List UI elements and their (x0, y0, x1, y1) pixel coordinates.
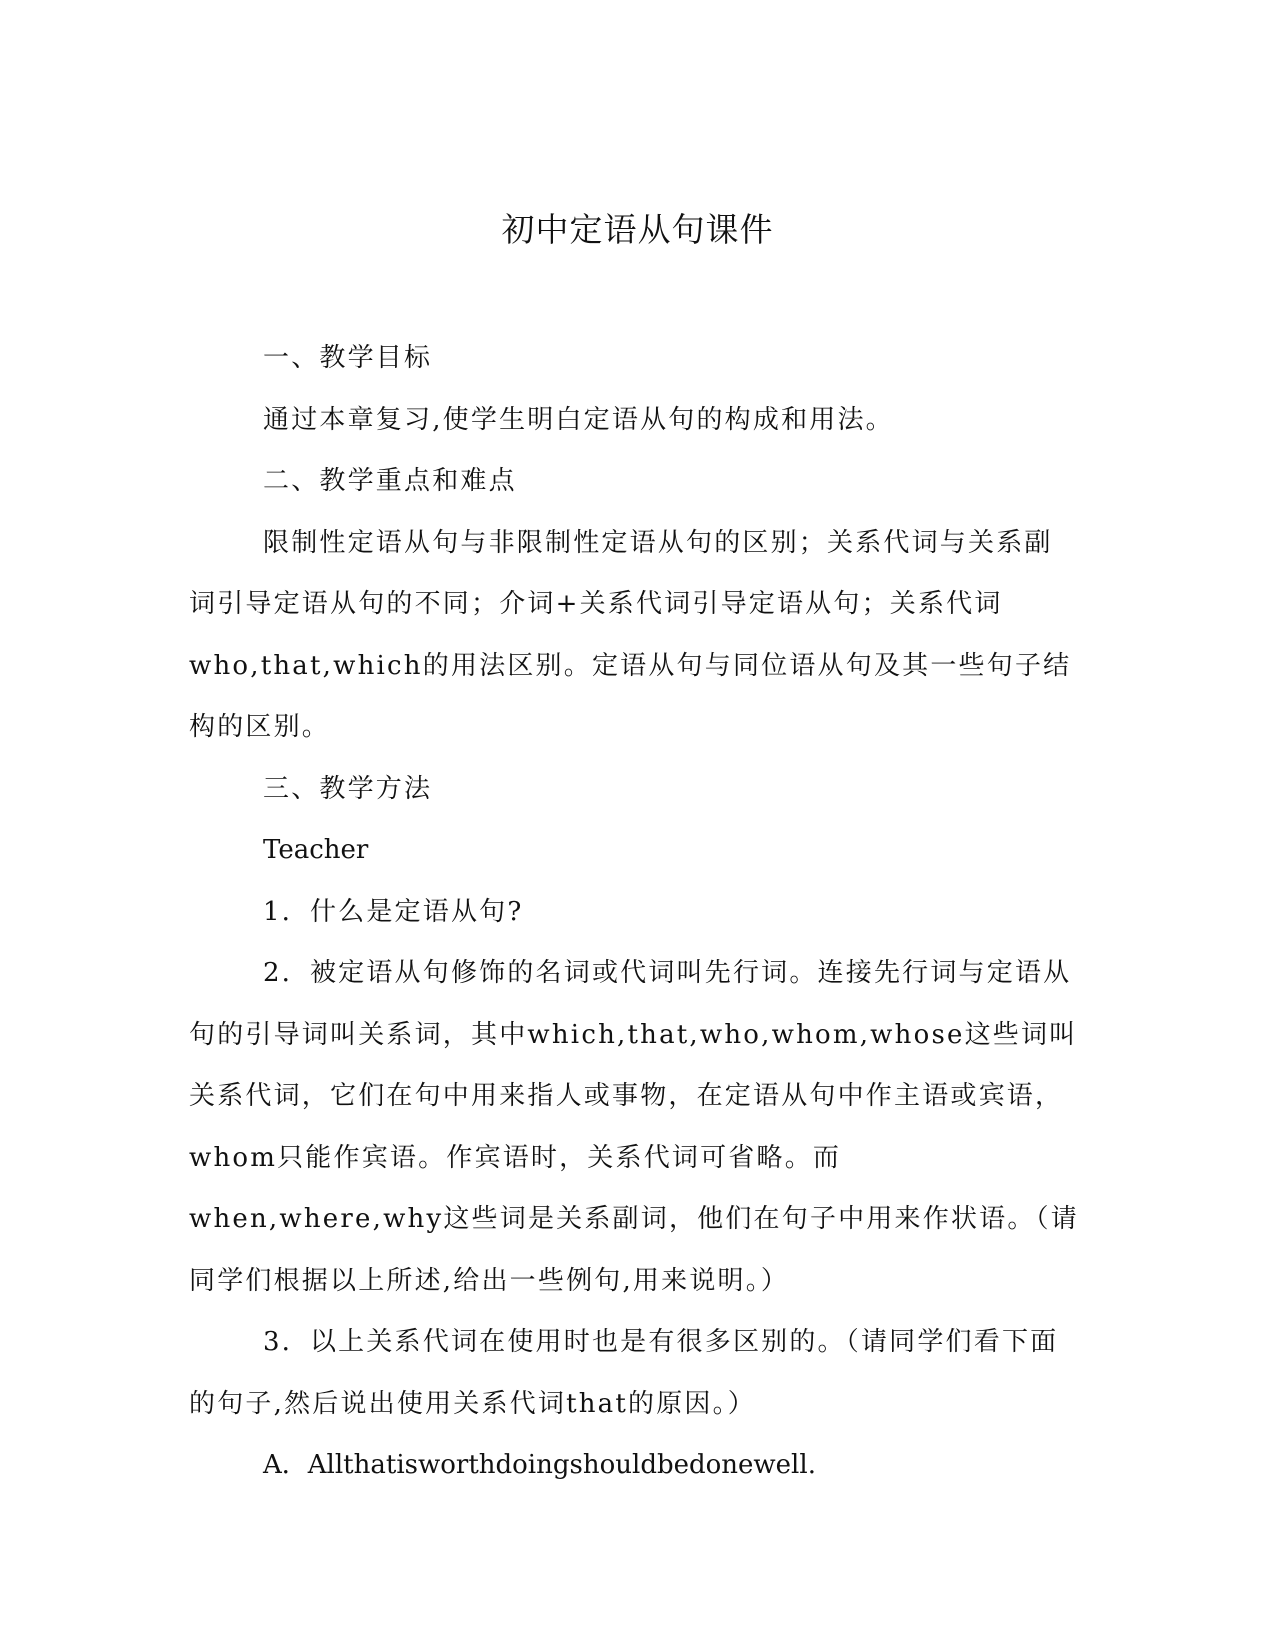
key-points-paragraph: 限制性定语从句与非限制性定语从句的区别；关系代词与关系副词引导定语从句的不同；介词+关系代词引导定语从句；关系代词who,that,which的用法区别。定语从句与同位语从句及其一些句子结构的区别。 (189, 527, 1072, 742)
list-item-3: 3．以上关系代词在使用时也是有很多区别的。（请同学们看下面的句子,然后说出使用关系代词that的原因。） (189, 1327, 1059, 1419)
section-heading-methods: 三、教学方法 (263, 773, 433, 804)
list-item-1: 1．什么是定语从句? (263, 896, 524, 927)
list-item-2: 2．被定语从句修饰的名词或代词叫先行词。连接先行词与定语从句的引导词叫关系词，其中which,that,who,whom,whose这些词叫关系代词，它们在句中用来指人或事物，在定语从句中作主语或宾语，whom只能作宾语。作宾语时，关系代词可省略。而when,where,why这些词是关系副词，他们在句子中用来作状语。（请同学们根据以上所述,给出一些例句,用来说明。） (189, 958, 1079, 1296)
section-heading-key-points: 二、教学重点和难点 (263, 466, 517, 496)
document-body (189, 328, 1079, 1497)
example-a: A．Allthatisworthdoingshouldbedonewell. (263, 1450, 816, 1480)
teacher-label: Teacher (263, 835, 369, 865)
goals-paragraph: 通过本章复习,使学生明白定语从句的构成和用法。 (263, 404, 894, 435)
document-title: 初中定语从句课件 (501, 210, 774, 249)
section-heading-goals: 一、教学目标 (263, 343, 433, 373)
